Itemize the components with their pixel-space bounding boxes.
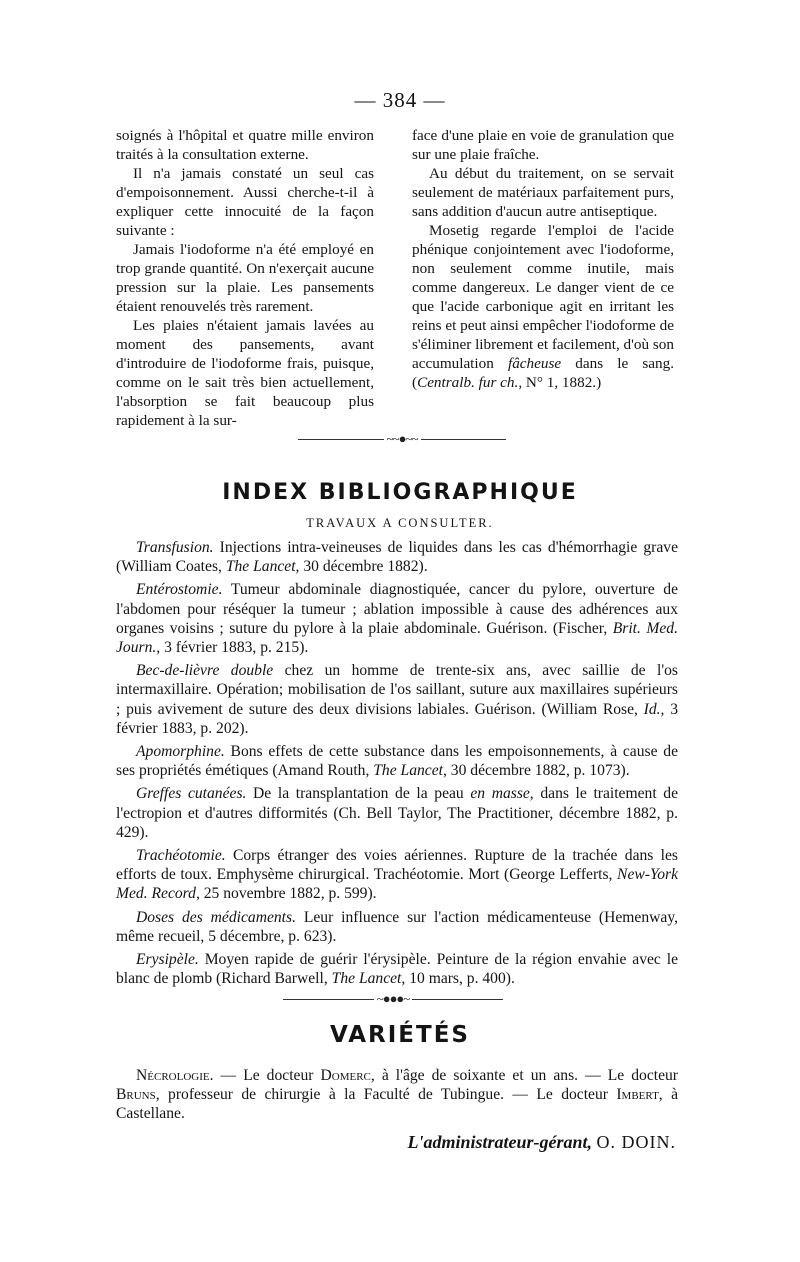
rule-line — [298, 439, 384, 440]
page-number: — 384 — — [354, 88, 446, 112]
entry-tail: 30 décembre 1882, p. 1073). — [446, 762, 630, 780]
entry-text: De la transplantation de la peau — [246, 785, 471, 803]
left-paragraph: Jamais l'iodoforme n'a été employé en trop grande quantité. On n'exerçait aucune pression sur la plaie. Les pansements étaient renouvelés très rarement. — [116, 241, 374, 315]
index-section-title: INDEX BIBLIOGRAPHIQUE — [222, 480, 578, 505]
entry-source: en masse, — [470, 785, 534, 803]
left-paragraph: Il n'a jamais constaté un seul cas d'empoisonnement. Aussi cherche-t-il à expliquer cette innocuité de la façon suivante : — [116, 165, 374, 239]
entry-text: Injections intra-veineuses de liquides dans les cas d'hémorrhagie grave (William Coates, — [116, 539, 678, 576]
necrology-label: Nécrologie. — [136, 1067, 214, 1084]
entry-tail: 25 novembre 1882, p. 599). — [199, 885, 377, 903]
right-paragraph: Au début du traitement, on se servait seulement de matériaux parfaitement purs, sans addition d'aucun autre antiseptique. — [412, 165, 674, 220]
entry-source: New-York Med. Record, — [116, 866, 678, 903]
right-paragraph-text: Mosetig regarde l'emploi de l'acide phénique conjointement avec l'iodoforme, non seulement comme inutile, mais comme dangereux. Le danger vient de ce que l'acide carbonique agit en irritant les reins et peut ainsi empêcher l'iodoforme de s'éliminer librement et facilement, d'où son accumulation — [412, 222, 674, 372]
entry-tail: 3 février 1883, p. 215). — [160, 639, 309, 657]
right-column — [412, 126, 674, 392]
necrology-block — [116, 1066, 678, 1124]
bibliography-list — [116, 538, 678, 992]
entry-text: Moyen rapide de guérir l'érysipèle. Peinture de la région envahie avec le blanc de plomb (Richard Barwell, — [116, 951, 678, 988]
entry-term: Erysipèle. — [136, 951, 199, 969]
rule-line — [412, 999, 503, 1000]
index-section-subtitle: TRAVAUX A CONSULTER. — [306, 516, 494, 530]
bibliography-entry — [116, 784, 678, 842]
ornamental-rule — [298, 431, 506, 446]
right-paragraph-text: , N° 1, 1882.) — [518, 374, 602, 391]
bibliography-entry — [116, 538, 678, 576]
rule-ornament: ~●●●~ — [376, 991, 410, 1006]
bibliography-entry — [116, 908, 678, 946]
left-column — [116, 126, 374, 430]
right-paragraph-text: dans le sang. ( — [412, 355, 675, 391]
bibliography-entry — [116, 661, 678, 738]
entry-text: Bons effets de cette substance dans les empoisonnements, à cause de ses propriétés émétiques (Amand Routh, — [116, 743, 678, 780]
signature-label: L'administrateur-gérant, — [407, 1132, 592, 1152]
entry-source: Id., — [643, 700, 665, 718]
necrology-text: , à Castellane. — [116, 1086, 679, 1123]
entry-term: Apomorphine. — [136, 743, 225, 761]
bibliography-entry — [116, 742, 678, 780]
ornamental-rule — [283, 991, 503, 1006]
doctor-name: Imbert — [616, 1086, 659, 1104]
entry-source: Brit. Med. Journ., — [116, 619, 678, 657]
necrology-text: , à l'âge de soixante et un ans. — Le docteur — [370, 1067, 678, 1084]
rule-line — [421, 439, 507, 440]
bibliography-entry — [116, 846, 678, 904]
right-paragraph — [412, 221, 674, 392]
left-paragraph: soignés à l'hôpital et quatre mille environ traités à la consultation externe. — [116, 127, 374, 163]
necrology-paragraph — [116, 1066, 678, 1124]
left-paragraph: Les plaies n'étaient jamais lavées au moment des pansements, avant d'introduire de l'iodoforme frais, puisque, comme on le sait très bien actuellement, l'absorption se fait beaucoup plus rapidement à la sur- — [116, 317, 374, 429]
entry-term: Greffes cutanées. — [136, 785, 247, 803]
rule-line — [283, 999, 374, 1000]
entry-source: The Lancet, — [225, 558, 300, 576]
bibliography-entry — [116, 950, 678, 988]
entry-tail: 10 mars, p. 400). — [405, 970, 515, 988]
signature-name: O. DOIN. — [596, 1132, 676, 1152]
right-paragraph: face d'une plaie en voie de granulation que sur une plaie fraîche. — [412, 127, 674, 163]
entry-text: Tumeur abdominale diagnostiquée, cancer du pylore, ouverture de l'abdomen pour réséquer la tumeur ; ablation impossible à cause des adhérences aux organes voisins ; suture du pylore à la plaie abdominale. Guérison. (Fischer, — [116, 581, 678, 637]
entry-tail: 30 décembre 1882). — [299, 558, 428, 576]
rule-ornament: ~~●~~ — [386, 431, 418, 446]
entry-tail: dans le traitement de l'ectropion et d'autres difformités (Ch. Bell Taylor, The Practitioner, décembre 1882, p. 429). — [116, 785, 678, 841]
entry-term: Trachéotomie. — [136, 847, 226, 865]
entry-text: chez un homme de trente-six ans, avec saillie de l'os intermaxillaire. Opération; mobilisation de l'os saillant, suture aux maxillaires supérieurs ; puis avivement de suture des deux divisions labiales. Guérison. (William Rose, — [116, 662, 678, 718]
italic-word: fâcheuse — [507, 355, 562, 372]
doctor-name: Domerc — [320, 1067, 371, 1084]
entry-source: The Lancet, — [373, 762, 447, 780]
entry-term: Entérostomie. — [136, 581, 223, 599]
necrology-text: — Le docteur — [213, 1067, 321, 1084]
entry-tail: 3 février 1883, p. 202). — [116, 700, 678, 737]
doctor-name: Bruns — [116, 1086, 156, 1104]
necrology-text: , professeur de chirurgie à la Faculté de Tubingue. — Le docteur — [155, 1086, 617, 1104]
entry-text: Leur influence sur l'action médicamenteuse (Hemenway, même recueil, 5 décembre, p. 623). — [116, 908, 679, 945]
entry-term: Doses des médicaments. — [136, 908, 296, 926]
signature-line — [336, 1132, 676, 1153]
varietes-section-title: VARIÉTÉS — [330, 1022, 470, 1048]
entry-term: Bec-de-lièvre double — [136, 662, 274, 680]
journal-reference: Centralb. fur ch. — [417, 374, 519, 391]
entry-term: Transfusion. — [136, 539, 214, 556]
entry-text: Corps étranger des voies aériennes. Rupture de la trachée dans les efforts de toux. Emphysème chirurgical. Trachéotomie. Mort (George Lefferts, — [116, 847, 678, 884]
bibliography-entry — [116, 580, 678, 657]
entry-source: The Lancet, — [331, 970, 406, 988]
